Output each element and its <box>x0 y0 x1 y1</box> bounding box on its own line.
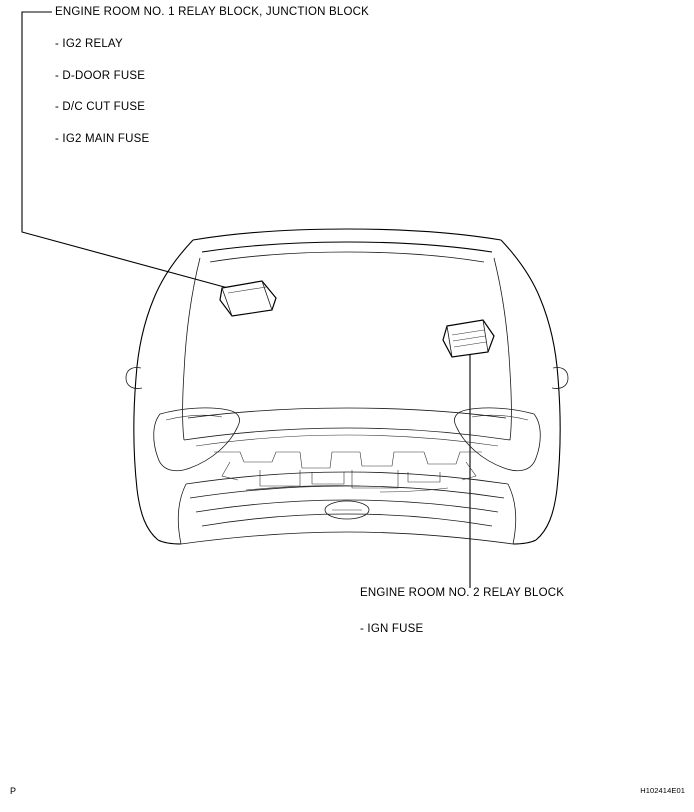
front-grille <box>178 472 515 544</box>
figure-id-label: H102414E01 <box>640 786 685 795</box>
headlight-right <box>454 408 540 471</box>
callout-no-1-item-3: - IG2 MAIN FUSE <box>55 133 150 146</box>
engine-bay-detail <box>196 435 498 492</box>
callout-no-1-item-2: - D/C CUT FUSE <box>55 101 146 114</box>
callout-no-2-title: ENGINE ROOM NO. 2 RELAY BLOCK <box>360 587 565 599</box>
headlight-left <box>154 408 240 471</box>
callout-no-1-item-1: - D-DOOR FUSE <box>55 69 146 82</box>
callout-no-1-title: ENGINE ROOM NO. 1 RELAY BLOCK, JUNCTION BLOCK <box>55 6 370 18</box>
no-1-relay-block-part <box>220 281 276 316</box>
no-2-relay-block-part <box>443 320 494 357</box>
callout-no-1-item-0: - IG2 RELAY <box>55 37 123 50</box>
callout-no-2-item-0: - IGN FUSE <box>360 622 424 635</box>
side-mirror-left <box>126 367 142 388</box>
side-mirror-right <box>552 367 568 388</box>
page-mark: P <box>10 786 17 796</box>
callout-engine-room-no-1 <box>55 6 369 147</box>
callout-engine-room-no-2 <box>360 587 564 637</box>
